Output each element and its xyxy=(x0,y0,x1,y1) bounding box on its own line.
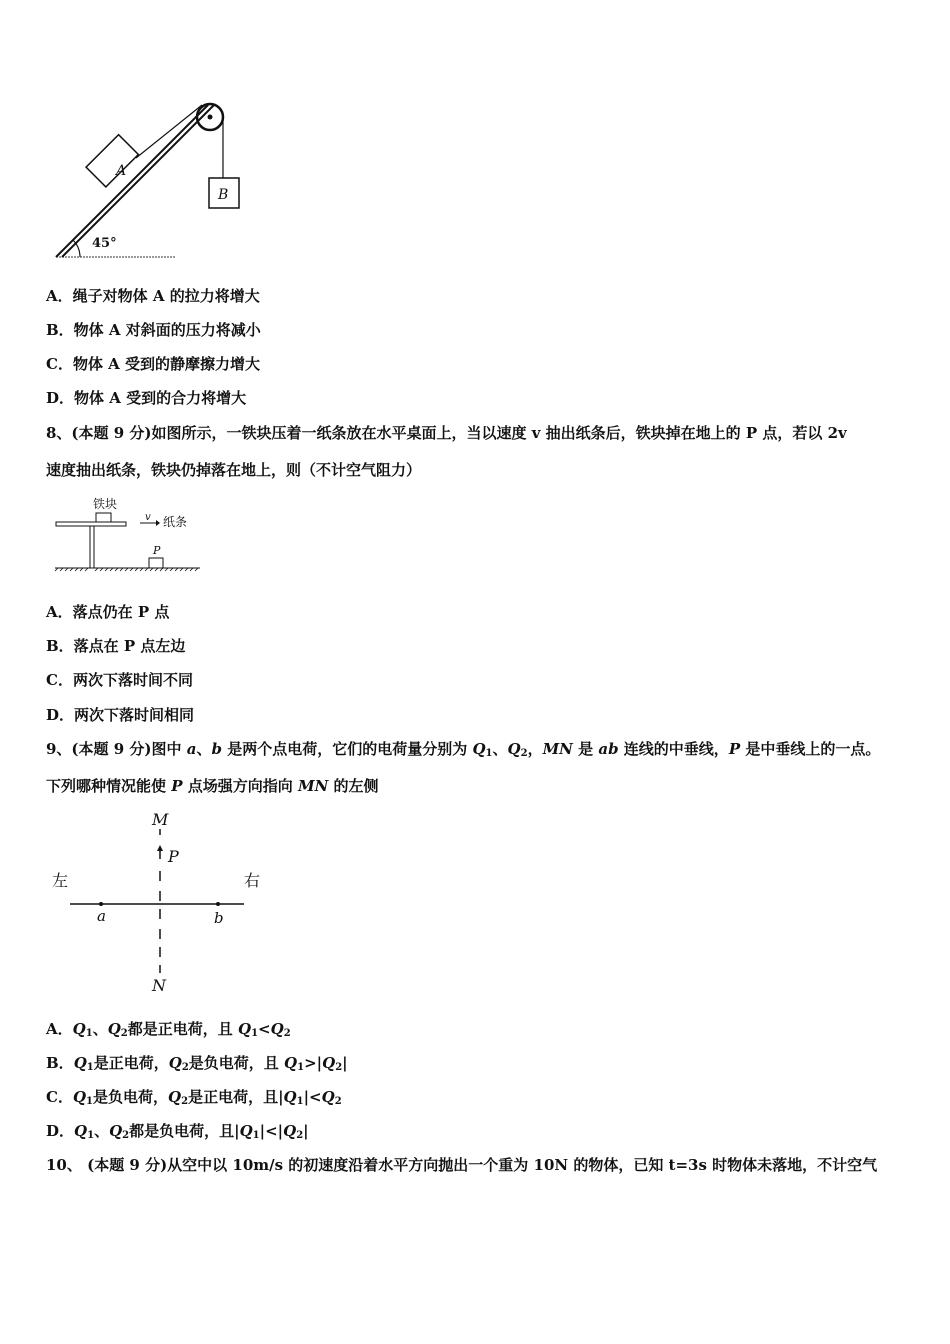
charge-b xyxy=(216,902,220,906)
a-label: a xyxy=(97,907,106,925)
q8-option-c: C．两次下落时间不同 xyxy=(46,671,193,689)
q9-option-a: A．$Q_1$、$Q_2$都是正电荷，且 $Q_1<Q_2$ xyxy=(46,1020,291,1039)
iron-block-label: 铁块 xyxy=(93,497,118,511)
q7-option-d: D．物体 A 受到的合力将增大 xyxy=(46,389,247,407)
q8-option-b: B．落点在 P 点左边 xyxy=(46,637,186,655)
q8-stem-line1: 8、(本题 9 分)如图所示，一铁块压着一纸条放在水平桌面上，当以速度 v 抽出纸条后，铁块掉在地上的 P 点，若以 2v xyxy=(46,424,847,442)
q7-option-a: A．绳子对物体 A 的拉力将增大 xyxy=(46,287,260,305)
charge-a xyxy=(99,902,103,906)
charges-bisector-figure xyxy=(48,805,278,1000)
angle-label: 45° xyxy=(92,236,117,251)
q9-option-c: C．$Q_1$是负电荷，$Q_2$是正电荷，且$|Q_1|<Q_2$ xyxy=(46,1088,342,1107)
q9-option-b: B．$Q_1$是正电荷，$Q_2$是负电荷，且 $Q_1>|Q_2|$ xyxy=(46,1054,348,1073)
right-label: 右 xyxy=(244,871,261,890)
q7-option-b: B．物体 A 对斜面的压力将减小 xyxy=(46,321,261,339)
q10-stem-line1: 10、 (本题 9 分)从空中以 10m/s 的初速度沿着水平方向抛出一个重为 10N 的物体，已知 t=3s 时物体未落地，不计空气 xyxy=(46,1156,878,1174)
b-label: b xyxy=(214,909,224,927)
q8-stem-line2: 速度抽出纸条，铁块仍掉落在地上，则（不计空气阻力） xyxy=(46,461,422,479)
q8-option-d: D．两次下落时间相同 xyxy=(46,706,195,724)
block-a-label: A xyxy=(116,163,127,179)
m-label: M xyxy=(152,810,169,829)
n-label: N xyxy=(152,976,166,995)
block-b-label: B xyxy=(218,187,229,203)
table-block-figure xyxy=(50,492,210,577)
q7-option-c: C．物体 A 受到的静摩擦力增大 xyxy=(46,355,261,373)
q9-stem-line1: 9、(本题 9 分)图中 a、b 是两个点电荷，它们的电荷量分别为 $Q_1$、$Q_2$，MN 是 ab 连线的中垂线，P 是中垂线上的一点。 xyxy=(46,740,881,759)
q9-option-d: D．$Q_1$、$Q_2$都是负电荷，且$|Q_1|<|Q_2|$ xyxy=(46,1122,309,1141)
q8-option-a: A．落点仍在 P 点 xyxy=(46,603,170,621)
left-label: 左 xyxy=(52,871,69,890)
paper-strip-label: 纸条 xyxy=(163,515,188,529)
incline-pulley-figure xyxy=(50,92,260,264)
velocity-label: v xyxy=(145,512,151,523)
p-label: P xyxy=(168,847,179,866)
point-p-label: P xyxy=(153,544,161,557)
q9-stem-line2: 下列哪种情况能使 P 点场强方向指向 MN 的左侧 xyxy=(46,777,379,795)
